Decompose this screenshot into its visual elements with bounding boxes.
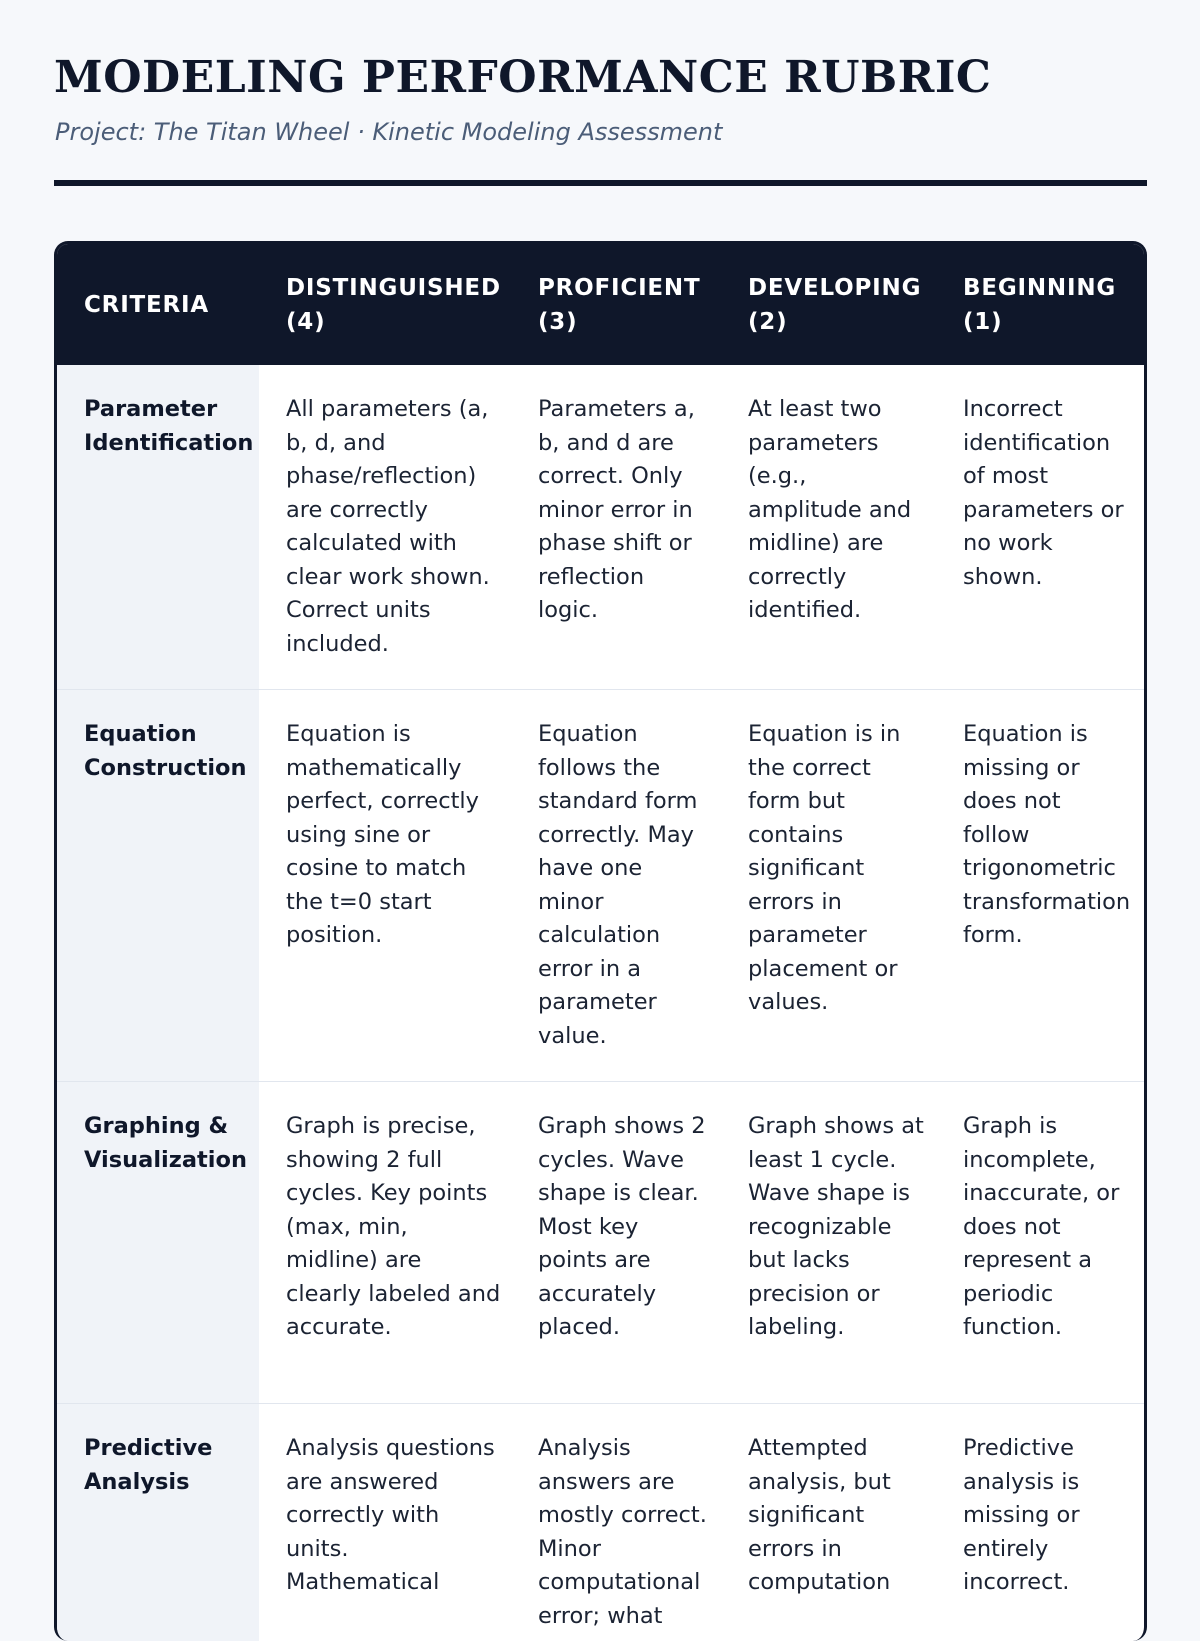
table-row	[57, 1082, 1144, 1404]
rubric-cell-distinguished: Graph is precise, showing 2 full cycles. Key points (max, min, midline) are clearly labeled and accurate.	[259, 1082, 511, 1404]
column-header-distinguished: DISTINGUISHED (4)	[259, 244, 511, 365]
rubric-cell-distinguished: Equation is mathematically perfect, correctly using sine or cosine to match the t=0 start position.	[259, 690, 511, 1082]
page-title: MODELING PERFORMANCE RUBRIC	[54, 52, 991, 105]
rubric-cell-beginning: Incorrect identification of most parameters or no work shown.	[936, 365, 1144, 690]
rubric-cell-proficient: Analysis answers are mostly correct. Minor computational error; what	[511, 1404, 721, 1641]
title-divider	[54, 180, 1147, 186]
rubric-cell-proficient: Graph shows 2 cycles. Wave shape is clear. Most key points are accurately placed.	[511, 1082, 721, 1404]
rubric-cell-developing: Equation is in the correct form but contains significant errors in parameter placement or values.	[721, 690, 936, 1082]
criterion-cell: Equation Construction	[57, 690, 259, 1082]
rubric-cell-distinguished: Analysis questions are answered correctly with units. Mathematical	[259, 1404, 511, 1641]
rubric-cell-beginning: Equation is missing or does not follow trigonometric transformation form.	[936, 690, 1144, 1082]
rubric-table-container	[54, 241, 1147, 1641]
rubric-cell-developing: Graph shows at least 1 cycle. Wave shape is recognizable but lacks precision or labeling.	[721, 1082, 936, 1404]
rubric-cell-distinguished: All parameters (a, b, d, and phase/reflection) are correctly calculated with clear work shown. Correct units included.	[259, 365, 511, 690]
table-row	[57, 365, 1144, 690]
column-header-beginning: BEGINNING (1)	[936, 244, 1144, 365]
criterion-cell: Graphing & Visualization	[57, 1082, 259, 1404]
rubric-cell-proficient: Equation follows the standard form correctly. May have one minor calculation error in a parameter value.	[511, 690, 721, 1082]
column-header-developing: DEVELOPING (2)	[721, 244, 936, 365]
table-header-row	[57, 244, 1144, 365]
rubric-cell-proficient: Parameters a, b, and d are correct. Only minor error in phase shift or reflection logic.	[511, 365, 721, 690]
table-row	[57, 1404, 1144, 1641]
page-subtitle: Project: The Titan Wheel · Kinetic Modeling Assessment	[55, 118, 722, 147]
criterion-cell: Parameter Identification	[57, 365, 259, 690]
rubric-cell-beginning: Predictive analysis is missing or entirely incorrect.	[936, 1404, 1144, 1641]
rubric-cell-developing: Attempted analysis, but significant errors in computation	[721, 1404, 936, 1641]
rubric-cell-beginning: Graph is incomplete, inaccurate, or does not represent a periodic function.	[936, 1082, 1144, 1404]
rubric-table	[57, 244, 1144, 1641]
rubric-cell-developing: At least two parameters (e.g., amplitude and midline) are correctly identified.	[721, 365, 936, 690]
table-row	[57, 690, 1144, 1082]
column-header-proficient: PROFICIENT (3)	[511, 244, 721, 365]
criterion-cell: Predictive Analysis	[57, 1404, 259, 1641]
column-header-criteria: CRITERIA	[57, 244, 259, 365]
